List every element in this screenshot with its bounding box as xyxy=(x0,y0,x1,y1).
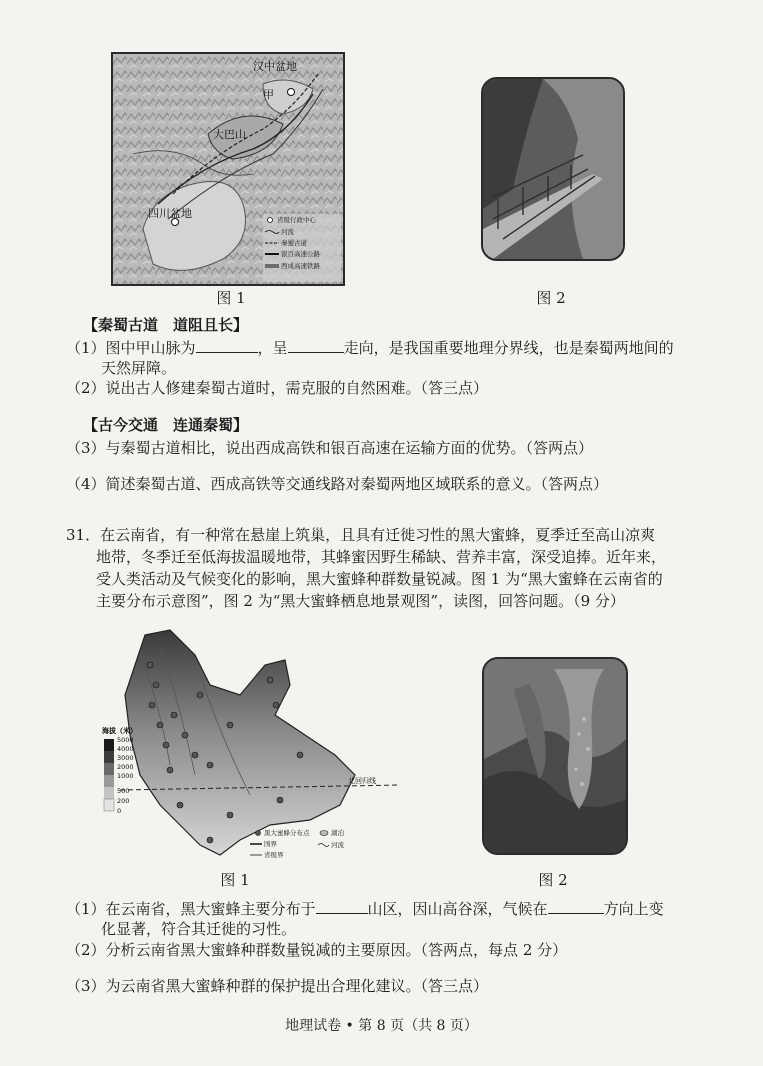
legend-yinbai-highway: 银百高速公路 xyxy=(281,250,320,258)
legend-river: 河流 xyxy=(281,228,294,236)
bee-habitat-photo xyxy=(482,657,628,855)
bee-cliff-image xyxy=(484,659,626,853)
legend-river-yn: 河流 xyxy=(331,841,344,849)
q31-stem-line2: 地带，冬季迁至低海拔温暖地带，其蜂蜜因野生稀缺、营养丰富，深受追捧。近年来， xyxy=(96,548,667,566)
fig2-caption-bottom: 图 2 xyxy=(538,871,568,889)
q1-blank-mountain[interactable] xyxy=(196,338,258,353)
heading-modern-transport: 【古今交通 连通秦蜀】 xyxy=(83,416,249,434)
q31-stem-line1: 31．在云南省，有一种常在悬崖上筑巢，且具有迁徙习性的黑大蜜蜂，夏季迁至高山凉爽 xyxy=(66,526,656,544)
q31-subquestion-3: （3）为云南省黑大蜜蜂种群的保护提出合理化建议。（答三点） xyxy=(66,977,489,995)
q31-subquestion-1-line2: 化显著，符合其迁徙的习性。 xyxy=(101,920,297,938)
elevation-legend xyxy=(102,726,137,815)
heading-qinshu-ancient-road: 【秦蜀古道 道阻且长】 xyxy=(83,316,249,334)
question-3: （3）与秦蜀古道相比，说出西成高铁和银百高速在运输方面的优势。（答两点） xyxy=(66,439,594,457)
sq1-text-part3: 方向上变 xyxy=(603,900,664,918)
ancient-road-photo xyxy=(481,77,625,261)
q31-subquestion-1 xyxy=(66,899,664,920)
legend-bee-points: 黑大蜜蜂分布点 xyxy=(264,829,310,837)
legend-ancient-road: 秦蜀古道 xyxy=(281,239,307,247)
map-label-daba: 大巴山 xyxy=(213,128,246,141)
map-label-sichuan-basin: 四川盆地 xyxy=(148,207,192,220)
elev-tick-5000: 5000 xyxy=(117,736,134,744)
legend-xicheng-railway: 西成高速铁路 xyxy=(281,262,320,270)
question-1-line2: 天然屏障。 xyxy=(101,359,177,377)
sq1-blank-direction[interactable] xyxy=(548,899,604,914)
q1-blank-direction[interactable] xyxy=(288,338,344,353)
sq1-blank-mountain-area[interactable] xyxy=(316,899,368,914)
fig2-caption-top: 图 2 xyxy=(536,289,566,307)
sq1-text-part1: （1）在云南省，黑大蜜蜂主要分布于 xyxy=(66,900,316,918)
yunnan-map-legend xyxy=(250,828,345,859)
q31-stem-line3: 受人类活动及气候变化的影响，黑大蜜蜂种群数量锐减。图 1 为“黑大蜜蜂在云南省的 xyxy=(96,570,663,588)
fig1-caption-bottom: 图 1 xyxy=(220,871,250,889)
elev-tick-2000: 2000 xyxy=(117,763,134,771)
elevation-legend-title: 海拔（米） xyxy=(102,727,137,735)
q1-text-part2: ，呈 xyxy=(257,339,288,357)
qinshu-map-legend xyxy=(263,214,341,282)
elev-tick-4000: 4000 xyxy=(117,745,134,753)
elev-tick-3000: 3000 xyxy=(117,754,134,762)
elev-tick-500: 500 xyxy=(117,787,130,795)
sq1-text-part2: 山区，因山高谷深，气候在 xyxy=(367,900,548,918)
legend-national-border: 国界 xyxy=(264,840,277,848)
elev-tick-0: 0 xyxy=(117,807,122,815)
q1-text-part1: （1）图中甲山脉为 xyxy=(66,339,196,357)
q31-subquestion-2: （2）分析云南省黑大蜜蜂种群数量锐减的主要原因。（答两点，每点 2 分） xyxy=(66,941,568,959)
q31-stem-line4: 主要分布示意图”，图 2 为“黑大蜜蜂栖息地景观图”，读图，回答问题。（9 分） xyxy=(96,592,625,610)
legend-lake: 湖泊 xyxy=(331,829,344,837)
q1-text-part3: 走向，是我国重要地理分界线，也是秦蜀两地间的 xyxy=(343,339,674,357)
qinshu-map-graphic xyxy=(113,54,343,284)
map-label-jia: 甲 xyxy=(263,88,274,101)
elev-tick-1000: 1000 xyxy=(117,772,134,780)
qinshu-map-figure xyxy=(111,52,345,286)
page-footer: 地理试卷 • 第 8 页（共 8 页） xyxy=(285,1018,478,1034)
elev-tick-200: 200 xyxy=(117,797,130,805)
map-label-hanzhong: 汉中盆地 xyxy=(253,60,297,73)
yunnan-bee-map-figure xyxy=(100,625,400,865)
legend-provincial-border: 省级界 xyxy=(264,851,284,859)
question-1 xyxy=(66,338,674,359)
question-2: （2）说出古人修建秦蜀古道时，需克服的自然困难。（答三点） xyxy=(66,379,489,397)
tropic-of-cancer-label: 北回归线 xyxy=(348,777,376,785)
plank-road-image xyxy=(483,79,623,259)
yunnan-map-graphic xyxy=(100,625,400,865)
legend-provincial-center: 省级行政中心 xyxy=(277,216,316,224)
fig1-caption-top: 图 1 xyxy=(216,289,246,307)
question-4: （4）简述秦蜀古道、西成高铁等交通线路对秦蜀两地区域联系的意义。（答两点） xyxy=(66,475,609,493)
